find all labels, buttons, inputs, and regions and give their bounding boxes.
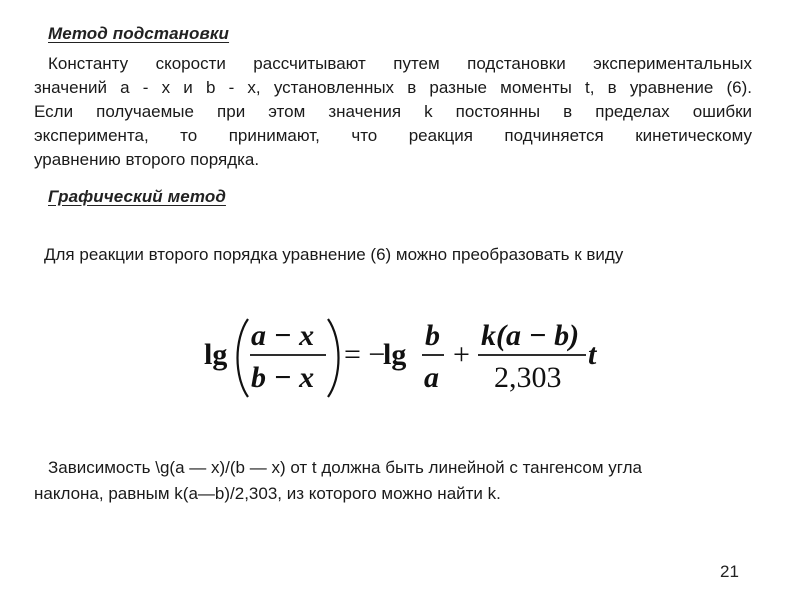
eq-lhs-numerator: a − x — [251, 319, 315, 352]
eq-frac1-denominator: a — [424, 361, 439, 394]
paragraph-line: значений a - x и b - x, установленных в разные моменты t, в уравнение (6). — [34, 78, 752, 97]
eq-left-paren — [238, 319, 249, 397]
eq-frac2-denominator: 2,303 — [494, 361, 562, 394]
substitution-paragraph — [34, 52, 752, 172]
eq-right-paren — [328, 319, 339, 397]
eq-plus: + — [453, 338, 470, 371]
paragraph-line: Если получаемые при этом значения k постоянны в пределах ошибки — [34, 102, 752, 121]
equation — [200, 305, 600, 405]
page-number: 21 — [720, 562, 739, 581]
paragraph-line: Зависимость \g(a — x)/(b — x) от t должна быть линейной с тангенсом угла — [48, 458, 642, 477]
paragraph-line: наклона, равным k(a—b)/2,303, из которого можно найти k. — [34, 484, 501, 503]
conclusion-paragraph — [34, 456, 774, 508]
graphical-intro: Для реакции второго порядка уравнение (6) можно преобразовать к виду — [44, 245, 624, 264]
section-title-substitution: Метод подстановки — [48, 24, 230, 43]
section-title-graphical: Графический метод — [48, 187, 226, 206]
eq-rhs-lg: lg — [383, 338, 407, 371]
paragraph-line: Константу скорости рассчитывают путем подстановки экспериментальных — [48, 54, 752, 73]
paragraph-line: уравнению второго порядка. — [34, 150, 260, 169]
eq-equals-minus: = − — [344, 338, 386, 371]
eq-lhs-lg: lg — [204, 338, 228, 371]
eq-variable-t: t — [588, 338, 597, 371]
eq-lhs-denominator: b − x — [251, 361, 315, 394]
eq-frac2-numerator: k(a − b) — [481, 319, 580, 352]
eq-frac1-numerator: b — [425, 319, 440, 352]
paragraph-line: эксперимента, то принимают, что реакция подчиняется кинетическому — [34, 126, 752, 145]
